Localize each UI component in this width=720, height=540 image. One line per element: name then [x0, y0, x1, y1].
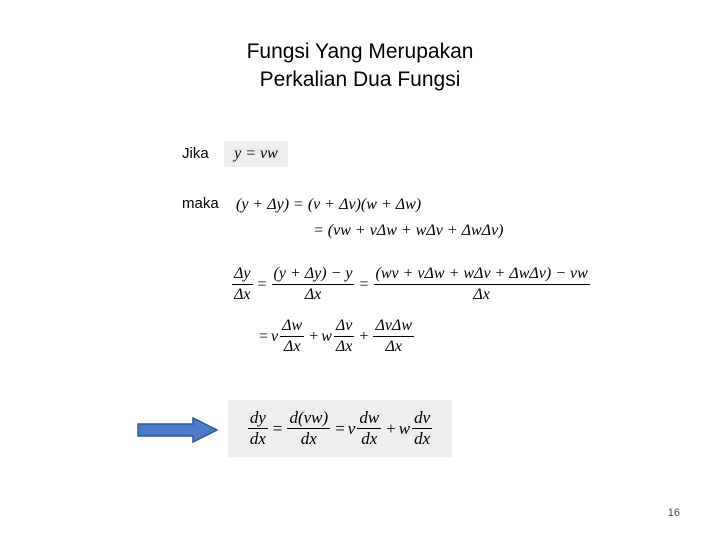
- difference-quotient-equation: $\frac{\Delta y}{\Delta x}$ = $\frac{(y + \Delta y) - y}{\Delta x}$ = $\frac{\text{(wv + vΔw + wΔv + ΔwΔv) − vw}}{\Delta x}$: [234, 265, 588, 303]
- right-arrow-icon: [137, 417, 219, 443]
- fraction-rhs: $\frac{\text{(wv + vΔw + wΔv + ΔwΔv) − vw}}{\Delta x}$: [375, 265, 588, 303]
- label-jika: Jika: [182, 145, 209, 162]
- given-equation: y = vw: [224, 141, 288, 167]
- fraction-mid: $\frac{(y + \Delta y) - y}{\Delta x}$: [273, 265, 353, 303]
- page-number: 16: [667, 507, 680, 519]
- fraction-dy-dx: $\frac{\Delta y}{\Delta x}$: [234, 265, 251, 303]
- result-derivative-box: $\frac{dy}{dx}$ = $\frac{d(vw)}{dx}$ = v $\frac{dw}{dx}$ + w $\frac{dv}{dx}$: [228, 400, 452, 457]
- expansion-line-1: (y + Δy) = (v + Δv)(w + Δw): [236, 196, 422, 213]
- label-maka: maka: [182, 195, 219, 212]
- slide-title: [0, 38, 720, 94]
- simplified-equation: = v $\frac{\Delta w}{\Delta x}$ + w $\frac{\Delta v}{\Delta x}$ + $\frac{\text{ΔvΔw}}{\Delta x}$: [259, 317, 412, 355]
- expansion-line-2: = (vw + vΔw + wΔv + ΔwΔv): [313, 222, 504, 239]
- title-line-1: Fungsi Yang Merupakan: [246, 40, 474, 63]
- title-line-2: Perkalian Dua Fungsi: [259, 68, 461, 91]
